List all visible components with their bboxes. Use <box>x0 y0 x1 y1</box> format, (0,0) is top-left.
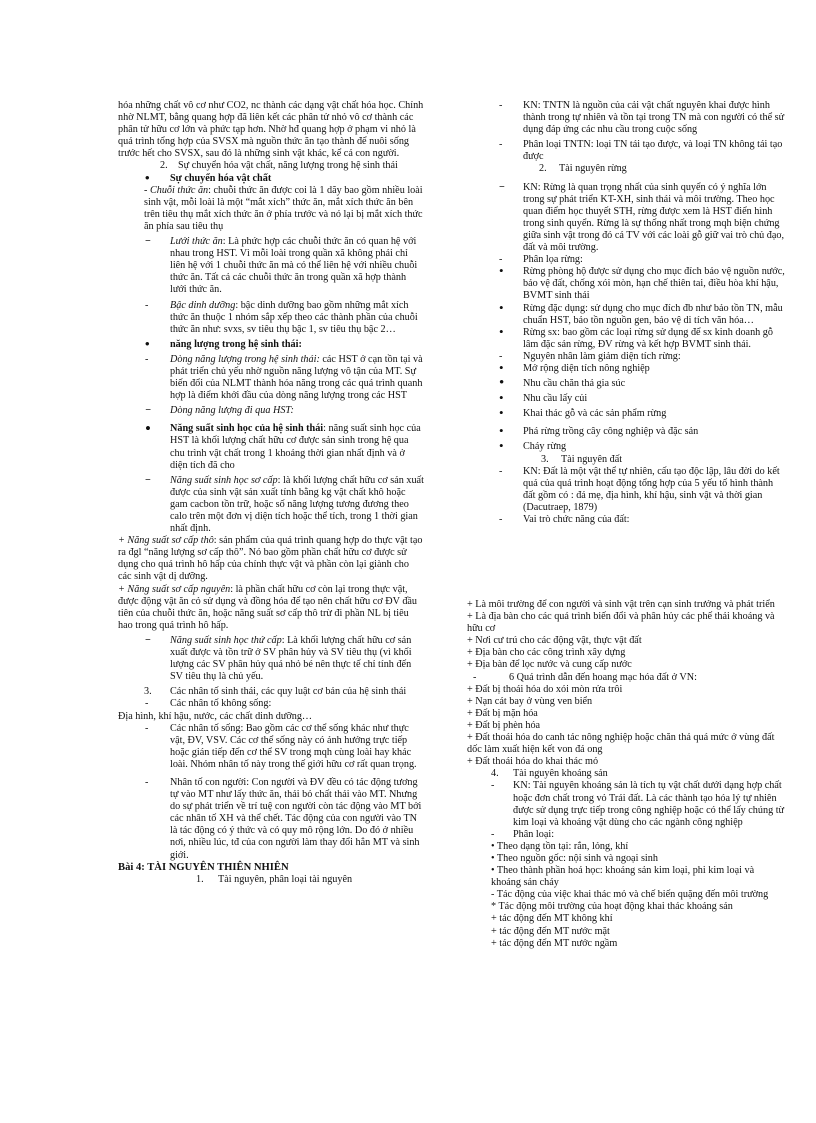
living-factors-item: - Các nhân tố sống: Bao gồm các cơ thể sống khác như thực vật, ĐV, VSV. Các cơ thể sống này có ảnh hưởng trực tiếp hoặc gián tiếp đến cơ thể SV trong mqh cùng loài hay khác loài. Nhóm nhân tố này trong thế giới hữu cơ rất quan trọng. <box>118 723 424 771</box>
section-title: Tài nguyên khoáng sản <box>513 768 608 780</box>
food-chain-paragraph: - Chuỗi thức ăn: chuỗi thức ăn được coi là 1 dãy bao gồm nhiều loài sinh vật, mỗi loài là một “mắt xích” thức ăn, mắt xích thức ăn bên trên tiêu thụ mắt xích thức ăn ở phía trước và nó lại bị mắt xích thức ăn phía sau tiêu thụ <box>144 184 423 232</box>
term-secondary-productivity: Năng suất sinh học thứ cấp <box>170 634 282 646</box>
term-energy-flow: Dòng năng lượng trong hệ sinh thái: <box>170 353 320 365</box>
natural-resources-classification: - Phân loại TNTN: loại TN tái tạo được, và loại TN không tái tạo được <box>493 139 785 163</box>
forest-decline-heading: - Nguyên nhân làm giảm diện tích rừng: <box>493 351 785 363</box>
term-net-primary: + Năng suất sơ cấp nguyên <box>118 583 231 595</box>
trophic-level-text: : bậc dinh dưỡng bao gồm những mắt xích thức ăn thuộc 1 nhóm sắp xếp theo các thành phần của chuỗi thức ăn như: svxs, sv tiêu thụ bậc 1, sv tiêu thụ bậc 2… <box>170 299 418 335</box>
section-3-heading <box>118 686 424 698</box>
soil-role-item: + Là địa bàn cho các quá trình biến đổi và phân hủy các phế thải khoáng và hữu cơ <box>467 611 775 635</box>
primary-productivity-text: : là khối lượng chất hữu cơ sản xuất được của sinh vật sản xuất tính bằng kg vật chất khô hoặc gam cacbon tồn trữ, hoặc số năng lượng tương đương theo calo trên một đơn vị diện tích hoặc thể tích, trong 1 thời gian nhất định. <box>170 474 424 535</box>
lesson-4-heading: Bài 4: TÀI NGUYÊN THIÊN NHIÊN <box>118 861 289 873</box>
energy-through-item: − Dòng năng lượng đi qua HST: <box>118 405 424 417</box>
section-title: Tài nguyên, phân loại tài nguyên <box>218 873 353 885</box>
food-web-item <box>118 236 424 296</box>
environment-impact-heading: * Tác động môi trường của hoạt động khai thác khoáng sản <box>491 901 733 913</box>
decline-cause-item: • Nhu cầu chăn thả gia súc <box>493 378 785 390</box>
section-2-heading <box>118 160 424 172</box>
mineral-section-heading <box>467 768 785 780</box>
protection-forest-item: • Rừng phòng hộ được sử dụng cho mục đích bảo vệ nguồn nước, bảo vệ đất, chống xói mòn, hạn chế thiên tai, điều hòa khí hậu, BVMT sinh thái <box>493 266 785 302</box>
desertification-item: + Đất thoái hóa do canh tác nông nghiệp hoặc chăn thả quá mức ở vùng đất dốc làm xuất hiện kết von đá ong <box>467 732 775 756</box>
bullet-matter-conversion: • Sự chuyển hóa vật chất <box>118 173 424 185</box>
soil-role-item: + Nơi cư trú cho các động vật, thực vật đất <box>467 635 642 647</box>
soil-role-item: + Địa bàn để lọc nước và cung cấp nước <box>467 659 632 671</box>
mining-impact-paragraph: - Tác động của việc khai thác mỏ và chế biến quặng đến môi trường <box>491 889 769 901</box>
decline-cause-item: • Nhu cầu lấy củi <box>493 393 785 405</box>
decline-cause-item: • Mở rộng diện tích nông nghiệp <box>493 363 785 375</box>
desertification-item: + Nạn cát bay ở vùng ven biển <box>467 695 593 707</box>
impact-item: + tác động đến MT nước mặt <box>491 925 610 937</box>
term-primary-productivity: Năng suất sinh học sơ cấp <box>170 474 278 486</box>
desertification-item: + Đất bị thoái hóa do xói mòn rửa trôi <box>467 683 623 695</box>
right-column <box>493 100 785 526</box>
section-title: Các nhân tố sinh thái, các quy luật cơ bản của hệ sinh thái <box>170 686 407 698</box>
food-chain-text: : chuỗi thức ăn được coi là 1 dãy bao gồm nhiều loài sinh vật, mỗi loài là một “mắt xích” thức ăn, mắt xích thức ăn bên trên tiêu thụ mắt xích thức ăn ở phía trước và nó lại bị mắt xích thức ăn phía sau tiêu thụ <box>144 184 423 232</box>
forest-types-heading: - Phân lọa rừng: <box>493 254 785 266</box>
term-productivity: Năng suất sinh học của hệ sinh thái <box>170 423 324 435</box>
decline-cause-item: • Cháy rừng <box>493 441 785 453</box>
desertification-item: + Đất thoái hóa do khai thác mỏ <box>467 756 599 768</box>
term-gross-primary: + Năng suất sơ cấp thô <box>118 535 214 547</box>
term-trophic-level: Bậc dinh dưỡng <box>170 299 236 311</box>
secondary-productivity-text: : Là khối lượng chất hữu cơ sản xuất được và tồn trữ ở SV phân hủy và SV tiêu thụ (vì khối lượng các SV phân hủy quá nhỏ bé nên thực tế chỉ tính đến SV tiêu thụ là chủ yếu. <box>170 634 412 683</box>
trophic-level-item <box>118 300 424 336</box>
nonliving-factors-list: Địa hình, khí hậu, nước, các chất dinh dưỡng… <box>118 710 313 722</box>
section-number: 3. <box>541 453 549 465</box>
soil-role-heading: - Vai trò chức năng của đất: <box>493 514 785 526</box>
forest-section-heading <box>493 163 785 175</box>
mineral-definition: - KN: Tài nguyên khoáng sản là tích tụ vật chất dưới dạng hợp chất hoặc đơn chất trong vỏ Trái đất. Là các thành tạo hóa lý tự nhiên được sử dụng trực tiếp trong công nghiệp hoặc có thể lấy chúng từ kim loại và khoáng vật dùng cho các ngành công nghiệp <box>467 780 785 828</box>
primary-productivity-item <box>118 475 424 535</box>
right-wide-block <box>467 599 785 950</box>
special-use-forest-item: • Rừng đặc dụng: sử dụng cho mục đích đb như bảo tồn TN, mẫu chuẩn HST, bảo tồn nguồn gen, bảo vệ di tích văn hóa… <box>493 303 785 327</box>
decline-cause-item: • Phá rừng trồng cây công nghiệp và đặc sản <box>493 426 785 438</box>
impact-item: + tác động đến MT nước ngầm <box>491 937 618 949</box>
impact-item: + tác động đến MT không khí <box>491 913 613 925</box>
term-food-web: Lưới thức ăn <box>170 236 223 248</box>
section-number: 1. <box>196 873 204 885</box>
productivity-item <box>118 423 424 471</box>
net-primary-paragraph <box>118 584 424 632</box>
mineral-class-item: • Theo dạng tồn tại: rắn, lỏng, khí <box>491 840 629 852</box>
soil-role-item: + Là môi trường để con người và sinh vật trên cạn sinh trưởng và phát triển <box>467 599 775 610</box>
nonliving-factors-item: - Các nhân tố không sống: <box>118 698 424 710</box>
energy-flow-item <box>118 354 424 402</box>
energy-flow-text: các HST ở cạn tồn tại và phát triển chủ yếu nhờ nguồn năng lượng vô tận của MT. Sự biến đổi của NLMT thành hóa năng trong các quá trình quanh hợp là điểm khởi đầu của dòng năng lượng trong các HST <box>170 353 423 402</box>
gross-primary-text: : sản phẩm của quá trình quang hợp do thực vật tạo ra đgl “năng lượng sơ cấp thô”. Nó bao gồm phần chất hữu cơ được sử dụng cho quá trình hô hấp của chính thực vật và phần còn lại giành cho các sinh vật dị dưỡng. <box>118 535 423 583</box>
natural-resources-definition: - KN: TNTN là nguồn của cải vật chất nguyên khai được hình thành trong tự nhiên và tồn tại trong TN mà con người có thể sử dụng đáp ứng các nhu cầu trong cuộc sống <box>493 100 785 136</box>
mineral-class-item: • Theo thành phần hoá học: khoáng sản kim loại, phi kim loại và khoáng sản cháy <box>491 865 755 889</box>
section-number: 2. <box>539 163 547 175</box>
soil-definition: - KN: Đất là một vật thể tự nhiên, cấu tạo độc lập, lâu đời do kết quả của quá trình hoạt động tổng hợp của 5 yếu tố hình thành đất gồm có : đá mẹ, địa hình, khí hậu, sinh vật và thời gian (Dacutraep, 1879) <box>493 466 785 514</box>
section-number: 4. <box>491 768 499 780</box>
section-number: 3. <box>144 686 152 698</box>
section-title: Tài nguyên rừng <box>559 163 627 175</box>
productivity-text: : năng suất sinh học của HST là khối lượng chất hữu cơ được sản sinh trong hệ qua chu trình vật chất trong 1 khoảng thời gian nhất định và ở diện tích đã cho <box>170 423 421 471</box>
bullet-energy: • năng lượng trong hệ sinh thái: <box>118 339 424 351</box>
section-title: Tài nguyên đất <box>561 453 623 465</box>
desertification-item: + Đất bị mặn hóa <box>467 707 538 719</box>
left-column <box>118 100 424 886</box>
secondary-productivity-item <box>118 635 424 683</box>
human-factor-item: - Nhân tố con người: Con người và ĐV đều có tác động tương tự vào MT như lấy thức ăn, thải bỏ chất thải vào MT. Nhưng do sự phát triển về trí tuệ con người còn tác động vào MT bởi các nhân tố XH và thể chết. Tác động của con người vào TN là tác động có ý thức và có quy mô rộng lớn. Do đó ở nhiều nơi, nhiều lúc, tđ của con người làm thay đổi hẳn MT và sinh giới. <box>118 777 424 862</box>
desertification-item: + Đất bị phèn hóa <box>467 719 541 731</box>
soil-role-item: + Địa bàn cho các công trình xây dựng <box>467 647 626 659</box>
lesson-4-section-1 <box>118 874 424 886</box>
term-food-chain: Chuỗi thức ăn <box>149 184 209 196</box>
forest-definition: − KN: Rừng là quan trọng nhất của sinh quyển có ý nghĩa lớn trong sự phát triển KT-XH, sinh thái và môi trường. Theo học quan điểm học thuyết STH, rừng được xem là HST điển hình trong sinh quyển. Rừng là sự thống nhất trong mqh biện chứng giữa sinh vật trong đó cá TV với các loài gỗ giữ vai trò chủ đạo, đất và môi trường. <box>493 182 785 255</box>
intro-paragraph: hóa những chất vô cơ như CO2, nc thành các dạng vật chất hóa học. Chính nhờ NLMT, bằng quang hợp đã liên kết các phân tử nhỏ vô cơ thành các phân tử hữu cơ lớn và phức tạp hơn. Nhờ hđ quang hợp ở phạm vi nhỏ là quá trình tổng hợp của SVSX mà nguồn thức ăn tạo thành để nuôi sống trước hết cho SVSX, sau đó là những sinh vật khác, kể cả con người. <box>118 100 424 160</box>
net-primary-text: : là phần chất hữu cơ còn lại trong thực vật, được động vật ăn cỏ sử dụng và đồng hóa để tạo nên chất hữu cơ ĐV đầu tiên của chuỗi thức ăn, hoặc năng suất sơ cấp thô trừ đi phần NL bị tiêu hao trong quá trình hô hấp. <box>118 583 418 631</box>
soil-section-heading <box>493 454 785 466</box>
gross-primary-paragraph <box>118 535 424 583</box>
food-web-text: : Là phức hợp các chuỗi thức ăn có quan hệ với nhau trong HST. Vì mỗi loài trong quần xã không phải chỉ liên hệ với 1 chuỗi thức ăn mà có thể liên hệ với nhiều chuỗi thức ăn. Tất cả các chuỗi thức ăn trong quần xã hợp thành lưới thức ăn. <box>170 236 418 296</box>
production-forest-item: • Rừng sx: bao gồm các loại rừng sử dụng để sx kinh doanh gỗ lâm đặc sản rừng, ĐV rừng và kết hợp BVMT sinh thái. <box>493 327 785 351</box>
decline-cause-item: • Khai thác gỗ và các sản phẩm rừng <box>493 408 785 420</box>
mineral-classification-list <box>467 841 785 950</box>
desertification-heading: - 6 Quá trình dẫn đến hoang mạc hóa đất ở VN: <box>467 672 785 684</box>
section-title: Sự chuyển hóa vật chất, năng lượng trong hệ sinh thái <box>178 160 398 172</box>
mineral-class-item: • Theo nguồn gốc: nội sinh và ngoại sinh <box>491 852 658 864</box>
section-number: 2. <box>160 160 168 172</box>
mineral-classification-heading: - Phân loại: <box>467 829 785 841</box>
